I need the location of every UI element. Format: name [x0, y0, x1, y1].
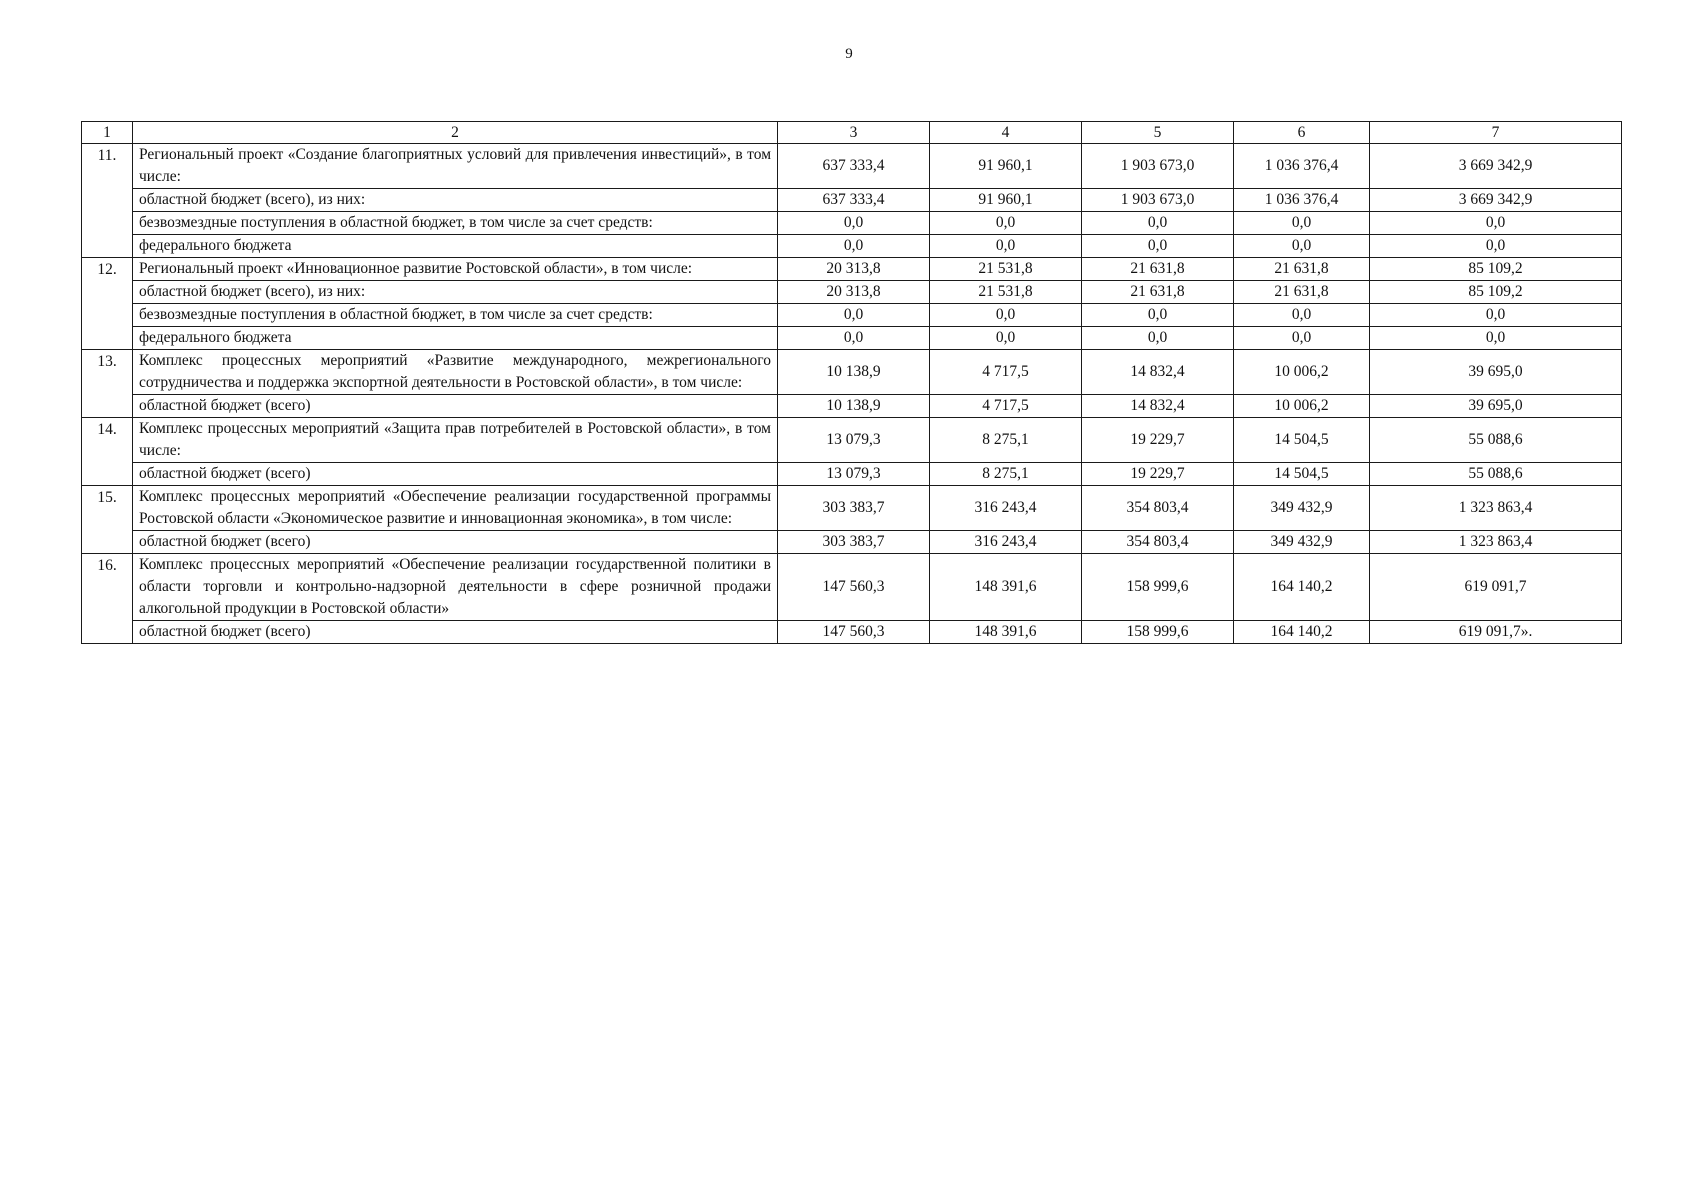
value-cell: 0,0 [778, 212, 930, 235]
column-number: 7 [1370, 122, 1622, 144]
value-cell: 1 323 863,4 [1370, 486, 1622, 531]
value-cell: 0,0 [930, 235, 1082, 258]
value-cell: 55 088,6 [1370, 463, 1622, 486]
value-cell: 10 006,2 [1234, 350, 1370, 395]
value-cell: 619 091,7 [1370, 554, 1622, 621]
value-cell: 0,0 [1234, 304, 1370, 327]
row-label: безвозмездные поступления в областной бюджет, в том числе за счет средств: [133, 212, 778, 235]
value-cell: 10 138,9 [778, 350, 930, 395]
value-cell: 148 391,6 [930, 621, 1082, 644]
value-cell: 147 560,3 [778, 554, 930, 621]
row-number: 16. [82, 554, 133, 644]
value-cell: 1 323 863,4 [1370, 531, 1622, 554]
value-cell: 21 631,8 [1234, 258, 1370, 281]
value-cell: 354 803,4 [1082, 531, 1234, 554]
value-cell: 14 832,4 [1082, 350, 1234, 395]
row-label: областной бюджет (всего) [133, 395, 778, 418]
row-label: областной бюджет (всего), из них: [133, 281, 778, 304]
value-cell: 21 531,8 [930, 258, 1082, 281]
value-cell: 21 631,8 [1234, 281, 1370, 304]
page-number: 9 [845, 46, 853, 62]
row-number: 15. [82, 486, 133, 554]
value-cell: 10 138,9 [778, 395, 930, 418]
value-cell: 85 109,2 [1370, 258, 1622, 281]
value-cell: 20 313,8 [778, 258, 930, 281]
column-number: 5 [1082, 122, 1234, 144]
value-cell: 637 333,4 [778, 144, 930, 189]
value-cell: 14 832,4 [1082, 395, 1234, 418]
value-cell: 13 079,3 [778, 463, 930, 486]
value-cell: 147 560,3 [778, 621, 930, 644]
value-cell: 164 140,2 [1234, 621, 1370, 644]
value-cell: 85 109,2 [1370, 281, 1622, 304]
value-cell: 0,0 [930, 212, 1082, 235]
column-number: 6 [1234, 122, 1370, 144]
value-cell: 8 275,1 [930, 463, 1082, 486]
value-cell: 0,0 [778, 327, 930, 350]
value-cell: 0,0 [1370, 304, 1622, 327]
table-row-group-title [82, 418, 1622, 463]
row-label: областной бюджет (всего) [133, 531, 778, 554]
row-number: 11. [82, 144, 133, 258]
row-title: Комплекс процессных мероприятий «Развитие международного, межрегионального сотрудничества и поддержка экспортной деятельности в Ростовской области», в том числе: [133, 350, 778, 395]
table-row [82, 235, 1622, 258]
row-label: федерального бюджета [133, 327, 778, 350]
table-row-group-title [82, 486, 1622, 531]
row-label: областной бюджет (всего), из них: [133, 189, 778, 212]
value-cell: 148 391,6 [930, 554, 1082, 621]
value-cell: 4 717,5 [930, 350, 1082, 395]
row-title: Комплекс процессных мероприятий «Обеспечение реализации государственной политики в области торговли и контрольно-надзорной деятельности в сфере розничной продажи алкогольной продукции в Ростовской области» [133, 554, 778, 621]
row-label: областной бюджет (всего) [133, 463, 778, 486]
table-row [82, 281, 1622, 304]
column-number: 1 [82, 122, 133, 144]
value-cell: 0,0 [1082, 212, 1234, 235]
table-row-group-title [82, 144, 1622, 189]
value-cell: 21 531,8 [930, 281, 1082, 304]
column-number: 4 [930, 122, 1082, 144]
value-cell: 0,0 [1370, 327, 1622, 350]
row-number: 12. [82, 258, 133, 350]
table-row [82, 189, 1622, 212]
table-row [82, 531, 1622, 554]
value-cell: 91 960,1 [930, 189, 1082, 212]
value-cell: 158 999,6 [1082, 554, 1234, 621]
row-title: Комплекс процессных мероприятий «Обеспечение реализации государственной программы Ростовской области «Экономическое развитие и инновационная экономика», в том числе: [133, 486, 778, 531]
value-cell: 13 079,3 [778, 418, 930, 463]
value-cell: 1 903 673,0 [1082, 144, 1234, 189]
row-label: областной бюджет (всего) [133, 621, 778, 644]
column-number: 2 [133, 122, 778, 144]
table-row-group-title [82, 554, 1622, 621]
value-cell: 4 717,5 [930, 395, 1082, 418]
value-cell: 19 229,7 [1082, 418, 1234, 463]
value-cell: 0,0 [930, 327, 1082, 350]
table-row [82, 463, 1622, 486]
value-cell: 0,0 [1234, 327, 1370, 350]
value-cell: 0,0 [1234, 235, 1370, 258]
table-row-group-title [82, 258, 1622, 281]
table-row [82, 327, 1622, 350]
value-cell: 0,0 [778, 304, 930, 327]
value-cell: 0,0 [778, 235, 930, 258]
value-cell: 0,0 [930, 304, 1082, 327]
value-cell: 0,0 [1082, 304, 1234, 327]
value-cell: 10 006,2 [1234, 395, 1370, 418]
value-cell: 158 999,6 [1082, 621, 1234, 644]
row-title: Комплекс процессных мероприятий «Защита прав потребителей в Ростовской области», в том числе: [133, 418, 778, 463]
value-cell: 3 669 342,9 [1370, 189, 1622, 212]
value-cell: 0,0 [1082, 327, 1234, 350]
value-cell: 21 631,8 [1082, 281, 1234, 304]
table-row [82, 621, 1622, 644]
table-row [82, 212, 1622, 235]
value-cell: 21 631,8 [1082, 258, 1234, 281]
value-cell: 316 243,4 [930, 531, 1082, 554]
row-title: Региональный проект «Создание благоприятных условий для привлечения инвестиций», в том числе: [133, 144, 778, 189]
row-number: 13. [82, 350, 133, 418]
value-cell: 1 036 376,4 [1234, 189, 1370, 212]
value-cell: 39 695,0 [1370, 395, 1622, 418]
value-cell: 91 960,1 [930, 144, 1082, 189]
row-label: безвозмездные поступления в областной бюджет, в том числе за счет средств: [133, 304, 778, 327]
value-cell: 637 333,4 [778, 189, 930, 212]
value-cell: 349 432,9 [1234, 486, 1370, 531]
value-cell: 8 275,1 [930, 418, 1082, 463]
value-cell: 619 091,7». [1370, 621, 1622, 644]
value-cell: 14 504,5 [1234, 463, 1370, 486]
value-cell: 20 313,8 [778, 281, 930, 304]
value-cell: 0,0 [1370, 235, 1622, 258]
row-title: Региональный проект «Инновационное развитие Ростовской области», в том числе: [133, 258, 778, 281]
value-cell: 39 695,0 [1370, 350, 1622, 395]
value-cell: 1 903 673,0 [1082, 189, 1234, 212]
value-cell: 303 383,7 [778, 531, 930, 554]
value-cell: 0,0 [1234, 212, 1370, 235]
value-cell: 0,0 [1082, 235, 1234, 258]
value-cell: 303 383,7 [778, 486, 930, 531]
value-cell: 316 243,4 [930, 486, 1082, 531]
value-cell: 55 088,6 [1370, 418, 1622, 463]
table-row [82, 395, 1622, 418]
table-row-group-title [82, 350, 1622, 395]
column-number: 3 [778, 122, 930, 144]
value-cell: 3 669 342,9 [1370, 144, 1622, 189]
value-cell: 14 504,5 [1234, 418, 1370, 463]
column-number-row [82, 122, 1622, 144]
value-cell: 0,0 [1370, 212, 1622, 235]
budget-table [81, 121, 1622, 644]
row-label: федерального бюджета [133, 235, 778, 258]
value-cell: 19 229,7 [1082, 463, 1234, 486]
table-row [82, 304, 1622, 327]
value-cell: 1 036 376,4 [1234, 144, 1370, 189]
row-number: 14. [82, 418, 133, 486]
value-cell: 349 432,9 [1234, 531, 1370, 554]
value-cell: 164 140,2 [1234, 554, 1370, 621]
value-cell: 354 803,4 [1082, 486, 1234, 531]
